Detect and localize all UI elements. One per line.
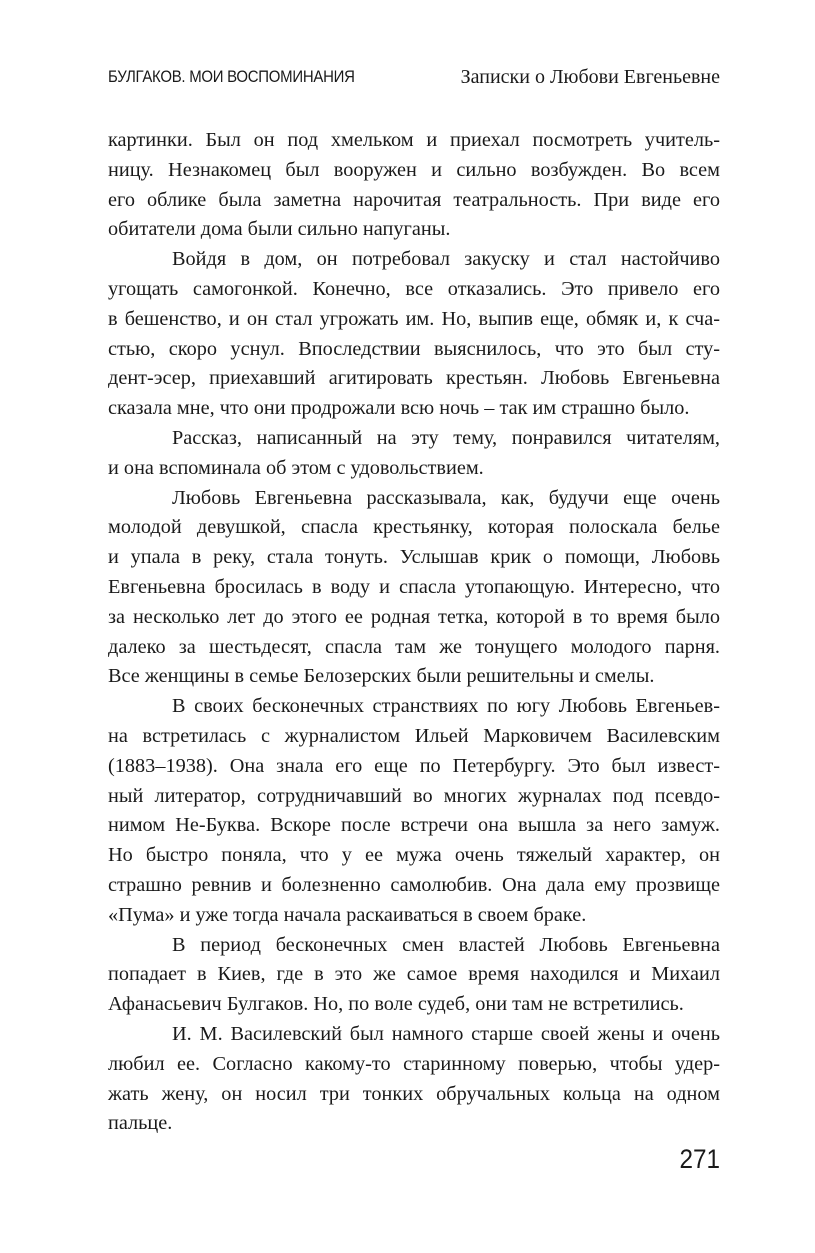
chapter-title: Записки о Любови Евгеньевне [460, 66, 720, 88]
text-line: стью, скоро уснул. Впоследствии выяснилось, что это был сту- [108, 337, 720, 360]
text-line: на встретилась с журналистом Ильей Марковичем Василевским [108, 724, 720, 747]
text-line: дент-эсер, приехавший агитировать крестьян. Любовь Евгеньевна [108, 367, 720, 390]
text-line: Любовь Евгеньевна рассказывала, как, будучи еще очень [172, 486, 720, 509]
body-text [108, 126, 720, 1139]
text-line: попадает в Киев, где в это же самое время находился и Михаил [108, 963, 720, 986]
text-line: и она вспоминала об этом с удовольствием. [108, 456, 484, 479]
text-line: пальце. [108, 1112, 173, 1135]
paragraph [108, 692, 720, 930]
text-line: Евгеньевна бросилась в воду и спасла утопающую. Интересно, что [108, 575, 720, 598]
paragraph [108, 484, 720, 693]
text-line: сказала мне, что они продрожали всю ночь – так им страшно было. [108, 397, 690, 420]
text-line: за несколько лет до этого ее родная тетка, которой в то время было [108, 605, 720, 628]
text-line: В период бесконечных смен властей Любовь Евгеньевна [172, 933, 720, 956]
text-line: его облике была заметна нарочитая театральность. При виде его [108, 188, 720, 211]
text-line: «Пума» и уже тогда начала раскаиваться в своем браке. [108, 903, 587, 926]
text-line: страшно ревнив и болезненно самолюбив. Она дала ему прозвище [108, 873, 720, 896]
text-line: молодой девушкой, спасла крестьянку, которая полоскала белье [108, 516, 720, 539]
text-line: в бешенство, и он стал угрожать им. Но, выпив еще, обмяк и, к сча- [108, 307, 720, 330]
text-line: ный литератор, сотрудничавший во многих журналах под псевдо- [108, 784, 720, 807]
text-line: Афанасьевич Булгаков. Но, по воле судеб, они там не встретились. [108, 993, 684, 1016]
paragraph [108, 126, 720, 245]
text-line: нимом Не-Буква. Вскоре после встречи она вышла за него замуж. [108, 814, 720, 837]
text-line: картинки. Был он под хмельком и приехал посмотреть учитель- [108, 129, 720, 151]
text-line: ницу. Незнакомец был вооружен и сильно возбужден. Во всем [108, 158, 720, 181]
page-number: 271 [679, 1144, 720, 1174]
paragraph [108, 931, 720, 1020]
text-line: жать жену, он носил три тонких обручальных кольца на одном [108, 1082, 720, 1105]
text-line: любил ее. Согласно какому-то старинному поверью, чтобы удер- [108, 1052, 720, 1075]
text-line: Рассказ, написанный на эту тему, понравился читателям, [172, 426, 720, 449]
text-line: В своих бесконечных странствиях по югу Любовь Евгеньев- [172, 695, 720, 718]
text-line: далеко за шестьдесят, спасла там же тонущего молодого парня. [108, 635, 720, 658]
paragraph [108, 245, 720, 424]
text-line: Все женщины в семье Белозерских были решительны и смелы. [108, 665, 655, 688]
paragraph [108, 424, 720, 484]
running-header [108, 64, 720, 94]
paragraph [108, 1020, 720, 1139]
text-line: (1883–1938). Она знала его еще по Петербургу. Это был извест- [108, 754, 720, 777]
text-line: И. М. Василевский был намного старше своей жены и очень [172, 1022, 720, 1045]
text-line: Войдя в дом, он потребовал закуску и стал настойчиво [172, 248, 720, 271]
text-line: угощать самогонкой. Конечно, все отказались. Это привело его [108, 277, 720, 300]
text-line: и упала в реку, стала тонуть. Услышав крик о помощи, Любовь [108, 546, 720, 569]
text-line: Но быстро поняла, что у ее мужа очень тяжелый характер, он [108, 844, 720, 867]
book-title: БУЛГАКОВ. МОИ ВОСПОМИНАНИЯ [108, 67, 355, 86]
text-line: обитатели дома были сильно напуганы. [108, 218, 451, 241]
